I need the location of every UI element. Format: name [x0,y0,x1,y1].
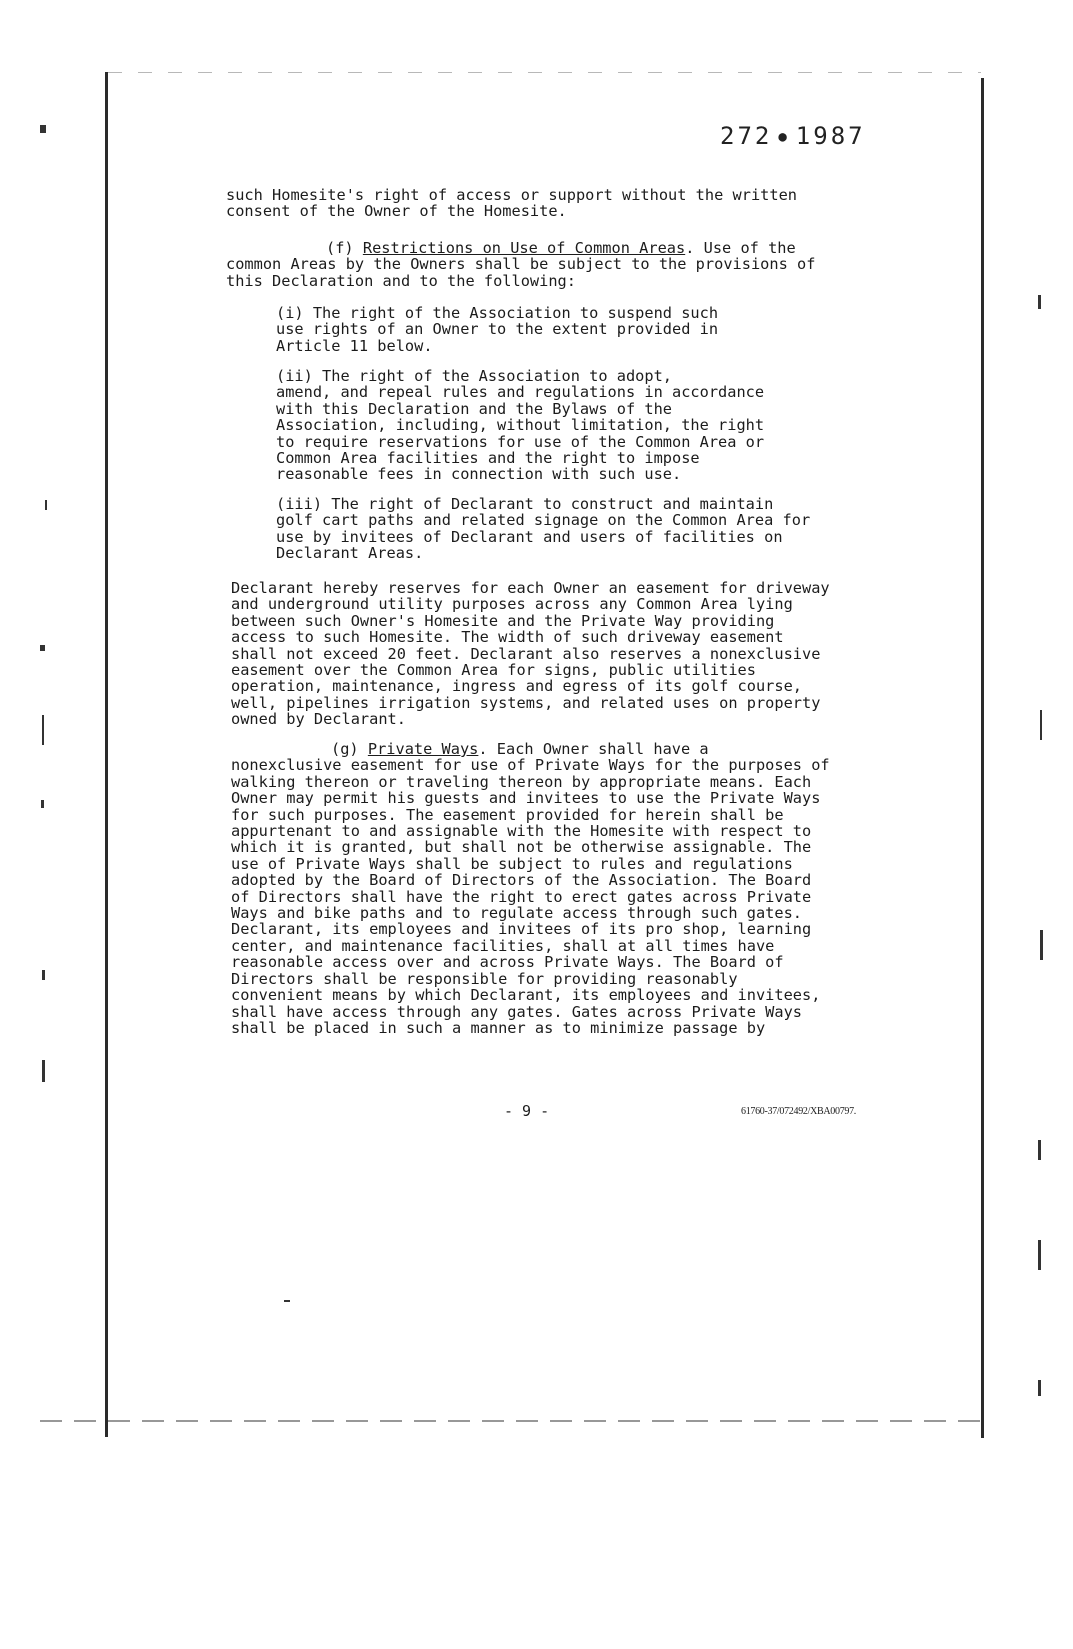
scan-edge-bottom [40,1420,980,1422]
scan-speck [1038,295,1041,309]
easement-paragraph: Declarant hereby reserves for each Owner an easement for driveway and underground utility purposes across any Common Area lying between such Owner's Homesite and the Private Way providing access to such Homesite. The width of such driveway easement shall not exceed 20 feet. Declarant also reserves a nonexclusive easement over the Common Area for signs, public utilities operation, maintenance, ingress and egress of its golf course, well, pipelines irrigation systems, and related uses on property owned by Declarant. [231,579,830,729]
scan-edge-top [108,72,981,73]
section-g [231,741,891,1036]
page-number: - 9 - [504,1102,550,1120]
scan-speck [40,125,46,133]
scan-speck [41,800,44,808]
scan-speck [45,500,47,510]
paragraph-continuation: such Homesite's right of access or support without the written consent of the Owner of the Homesite. [226,186,797,221]
section-f-label: (f) [326,239,354,257]
stamp-separator-icon: ● [778,129,790,145]
scan-speck [42,1060,45,1082]
scan-speck [1040,710,1042,740]
item-iii: (iii) The right of Declarant to construct and maintain golf cart paths and related signage on the Common Area for use by invitees of Declarant and users of facilities on Declarant Areas. [276,495,811,563]
scan-speck [1038,1380,1041,1396]
scan-speck [42,715,44,745]
item-ii: (ii) The right of the Association to adopt, amend, and repeal rules and regulations in accordance with this Declaration and the Bylaws of the Association, including, without limitation, the right to require reservations for use of the Common Area or Common Area facilities and the right to impose reasonable fees in connection with such use. [276,367,765,484]
scan-edge-left [105,72,108,1437]
book-page-stamp [720,122,866,150]
section-g-heading: Private Ways [367,740,479,758]
scan-speck [40,645,45,651]
document-code: 61760-37/072492/XBA00797. [741,1106,857,1117]
section-g-label: (g) [331,740,359,758]
stamp-page: 1987 [795,122,866,150]
section-g-body: . Each Owner shall have a nonexclusive easement for use of Private Ways for the purposes of walking thereon or traveling thereon by appropriate means. Each Owner may permit his guests and invitees to use the Private Ways for such purposes. The easement provided for herein shall be appurtenant to and assignable with the Homesite with respect to which it is granted, but shall not be otherwise assignable. The use of Private Ways shall be subject to rules and regulations adopted by the Board of Directors of the Association. The Board of Directors shall have the right to erect gates across Private Ways and bike paths and to regulate access through such gates. Declarant, its employees and invitees of its pro shop, learning center, and maintenance facilities, shall at all times have reasonable access over and across Private Ways. The Board of Directors shall be responsible for providing reasonably convenient means by which Declarant, its employees and invitees, shall have access through any gates. Gates across Private Ways shall be placed in such a manner as to minimize passage by [231,740,830,1037]
section-f-heading: Restrictions on Use of Common Areas [362,239,686,257]
scan-edge-right [981,78,984,1438]
scan-speck [1040,930,1043,960]
scan-speck [284,1300,290,1302]
scan-speck [42,970,45,980]
scan-speck [1038,1240,1041,1270]
section-f-body: . Use of the common Areas by the Owners shall be subject to the provisions of this Declaration and to the following: [226,239,816,290]
item-i: (i) The right of the Association to suspend such use rights of an Owner to the extent provided in Article 11 below. [276,304,719,355]
stamp-book: 272 [720,122,773,150]
section-f [226,240,886,289]
scan-speck [1038,1140,1041,1160]
